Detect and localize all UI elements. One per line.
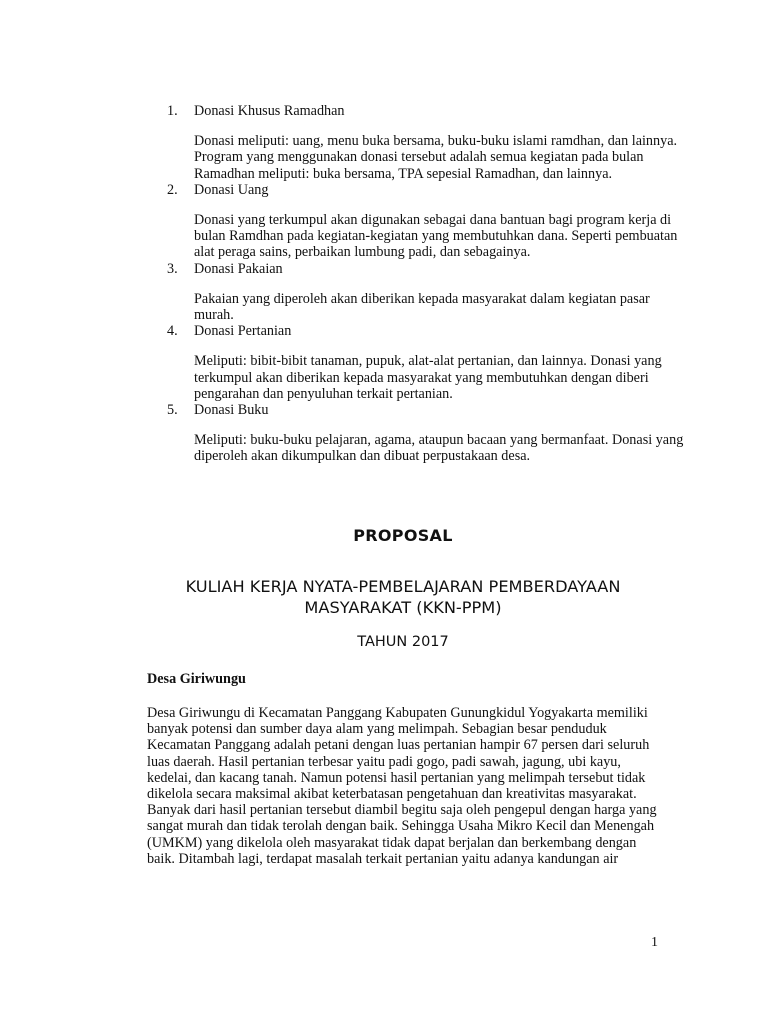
list-item — [167, 103, 687, 182]
list-item-title: Donasi Khusus Ramadhan — [194, 103, 345, 119]
list-item-number: 1. — [167, 103, 178, 119]
program-title: KULIAH KERJA NYATA-PEMBELAJARAN PEMBERDAYAAN MASYARAKAT (KKN-PPM) — [185, 577, 621, 617]
list-item-description: Pakaian yang diperoleh akan diberikan kepada masyarakat dalam kegiatan pasar murah. — [194, 290, 650, 324]
list-item — [167, 323, 687, 402]
list-item-number: 3. — [167, 260, 178, 277]
list-item-number: 5. — [167, 402, 178, 419]
list-item-title: Donasi Pakaian — [194, 260, 283, 277]
list-item — [167, 261, 687, 324]
list-item-description: Donasi meliputi: uang, menu buka bersama, buku-buku islami ramdhan, dan lainnya. Program yang menggunakan donasi tersebut adalah semua kegiatan pada bulan Ramadhan meliputi: buka bersama, TPA sepesial Ramadhan, dan lainnya. — [194, 133, 678, 182]
year-label: TAHUN 2017 — [357, 634, 449, 650]
list-item-title: Donasi Uang — [194, 181, 269, 198]
section-title: Desa Giriwungu — [147, 671, 246, 687]
page-number: 1 — [651, 935, 658, 950]
list-item-number: 2. — [167, 181, 178, 198]
list-item-number: 4. — [167, 323, 178, 340]
list-item — [167, 182, 687, 261]
list-item-description: Meliputi: buku-buku pelajaran, agama, ataupun bacaan yang bermanfaat. Donasi yang diperoleh akan dikumpulkan dan dibuat perpustakaan desa. — [194, 432, 684, 465]
list-item — [167, 402, 687, 465]
list-item-title: Donasi Buku — [194, 402, 269, 419]
donation-list — [167, 103, 687, 465]
section-paragraph: Desa Giriwungu di Kecamatan Panggang Kabupaten Gunungkidul Yogyakarta memiliki banyak potensi dan sumber daya alam yang melimpah. Sebagian besar penduduk Kecamatan Panggang adalah petani dengan luas pertanian hampir 67 persen dari seluruh luas daerah. Hasil pertanian terbesar yaitu padi gogo, padi sawah, jagung, ubi kayu, kedelai, dan kacang tanah. Namun potensi hasil pertanian yang melimpah tersebut tidak dikelola secara maksimal akibat keterbatasan pengetahuan dan kreativitas masyarakat. Banyak dari hasil pertanian tersebut diambil begitu saja oleh pengepul dengan harga yang sangat murah dan tidak terolah dengan baik. Sehingga Usaha Mikro Kecil dan Menengah (UMKM) yang dikelola oleh masyarakat tidak dapat berjalan dan berkembang dengan baik. Ditambah lagi, terdapat masalah terkait pertanian yaitu adanya kandungan air — [147, 705, 657, 867]
list-item-description: Donasi yang terkumpul akan digunakan sebagai dana bantuan bagi program kerja di bulan Ramdhan pada kegiatan-kegiatan yang membutuhkan dana. Seperti pembuatan alat peraga sains, perbaikan lumbung padi, dan sebagainya. — [194, 212, 678, 261]
list-item-description: Meliputi: bibit-bibit tanaman, pupuk, alat-alat pertanian, dan lainnya. Donasi yang terkumpul akan diberikan kepada masyarakat yang membutuhkan dengan diberi pengarahan dan penyuluhan terkait pertanian. — [194, 353, 662, 402]
list-item-title: Donasi Pertanian — [194, 323, 292, 340]
proposal-heading: PROPOSAL — [353, 526, 453, 545]
